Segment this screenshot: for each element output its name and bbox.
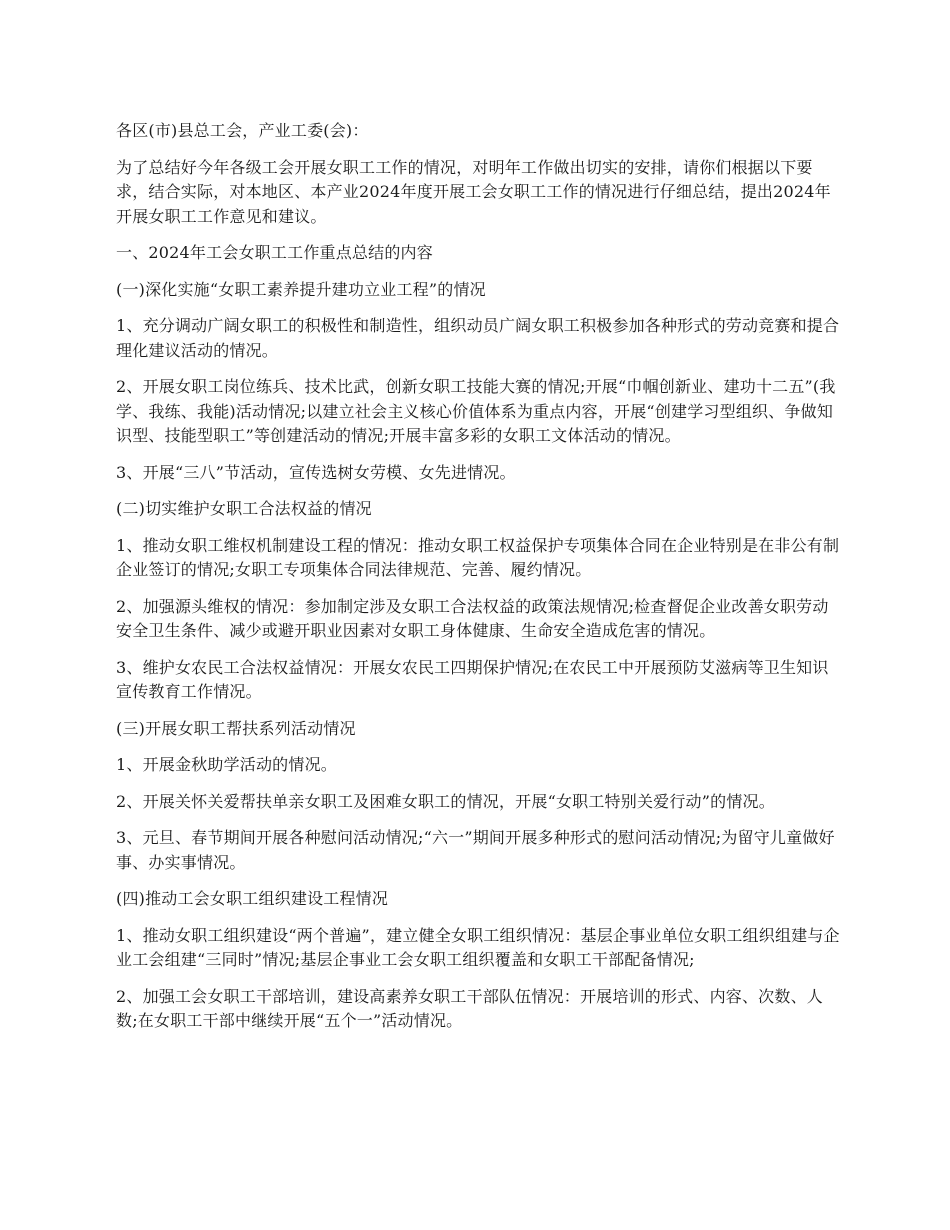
document-body <box>116 119 840 1046</box>
list-item: 2、加强工会女职工干部培训，建设高素养女职工干部队伍情况：开展培训的形式、内容、次数、人数;在女职工干部中继续开展“五个一”活动情况。 <box>116 986 823 1030</box>
list-item: 1、推动女职工维权机制建设工程的情况：推动女职工权益保护专项集体合同在企业特别是在非公有制企业签订的情况;女职工专项集体合同法律规范、完善、履约情况。 <box>116 535 840 579</box>
list-item: 3、维护女农民工合法权益情况：开展女农民工四期保护情况;在农民工中开展预防艾滋病等卫生知识宣传教育工作情况。 <box>116 657 829 701</box>
list-item: 1、开展金秋助学活动的情况。 <box>116 755 337 774</box>
list-item: 2、加强源头维权的情况：参加制定涉及女职工合法权益的政策法规情况;检查督促企业改善女职劳动安全卫生条件、减少或避开职业因素对女职工身体健康、生命安全造成危害的情况。 <box>116 596 829 640</box>
list-item: 3、开展“三八”节活动，宣传选树女劳模、女先进情况。 <box>116 462 516 482</box>
list-item: 3、元旦、春节期间开展各种慰问活动情况;“六一”期间开展多种形式的慰问活动情况;为留守儿童做好事、办实事情况。 <box>116 828 835 872</box>
list-item: 2、开展女职工岗位练兵、技术比武，创新女职工技能大赛的情况;开展“巾帼创新业、建功十二五”(我学、我练、我能)活动情况;以建立社会主义核心价值体系为重点内容，开展“创建学习型组织、争做知识型、技能型职工”等创建活动的情况;开展丰富多彩的女职工文体活动的情况。 <box>116 377 836 445</box>
subsection-heading-4: (四)推动工会女职工组织建设工程情况 <box>116 889 389 908</box>
section-heading-1: 一、2024年工会女职工工作重点总结的内容 <box>116 243 433 262</box>
subsection-heading-1: (一)深化实施“女职工素养提升建功立业工程”的情况 <box>116 279 486 299</box>
subsection-heading-3: (三)开展女职工帮扶系列活动情况 <box>116 718 356 738</box>
intro-paragraph: 为了总结好今年各级工会开展女职工工作的情况，对明年工作做出切实的安排，请你们根据以下要求，结合实际，对本地区、本产业2024年度开展工会女职工工作的情况进行仔细总结，提出2024年开展女职工工作意见和建议。 <box>116 157 831 226</box>
subsection-heading-2: (二)切实维护女职工合法权益的情况 <box>116 499 372 518</box>
list-item: 1、充分调动广阔女职工的积极性和制造性，组织动员广阔女职工积极参加各种形式的劳动竞赛和提合理化建议活动的情况。 <box>116 316 840 360</box>
list-item: 1、推动女职工组织建设“两个普遍”，建立健全女职工组织情况：基层企事业单位女职工组织组建与企业工会组建“三同时”情况;基层企事业工会女职工组织覆盖和女职工干部配备情况; <box>116 925 840 969</box>
list-item: 2、开展关怀关爱帮扶单亲女职工及困难女职工的情况，开展“女职工特别关爱行动”的情况。 <box>116 791 775 811</box>
salutation: 各区(市)县总工会，产业工委(会)： <box>116 121 369 140</box>
